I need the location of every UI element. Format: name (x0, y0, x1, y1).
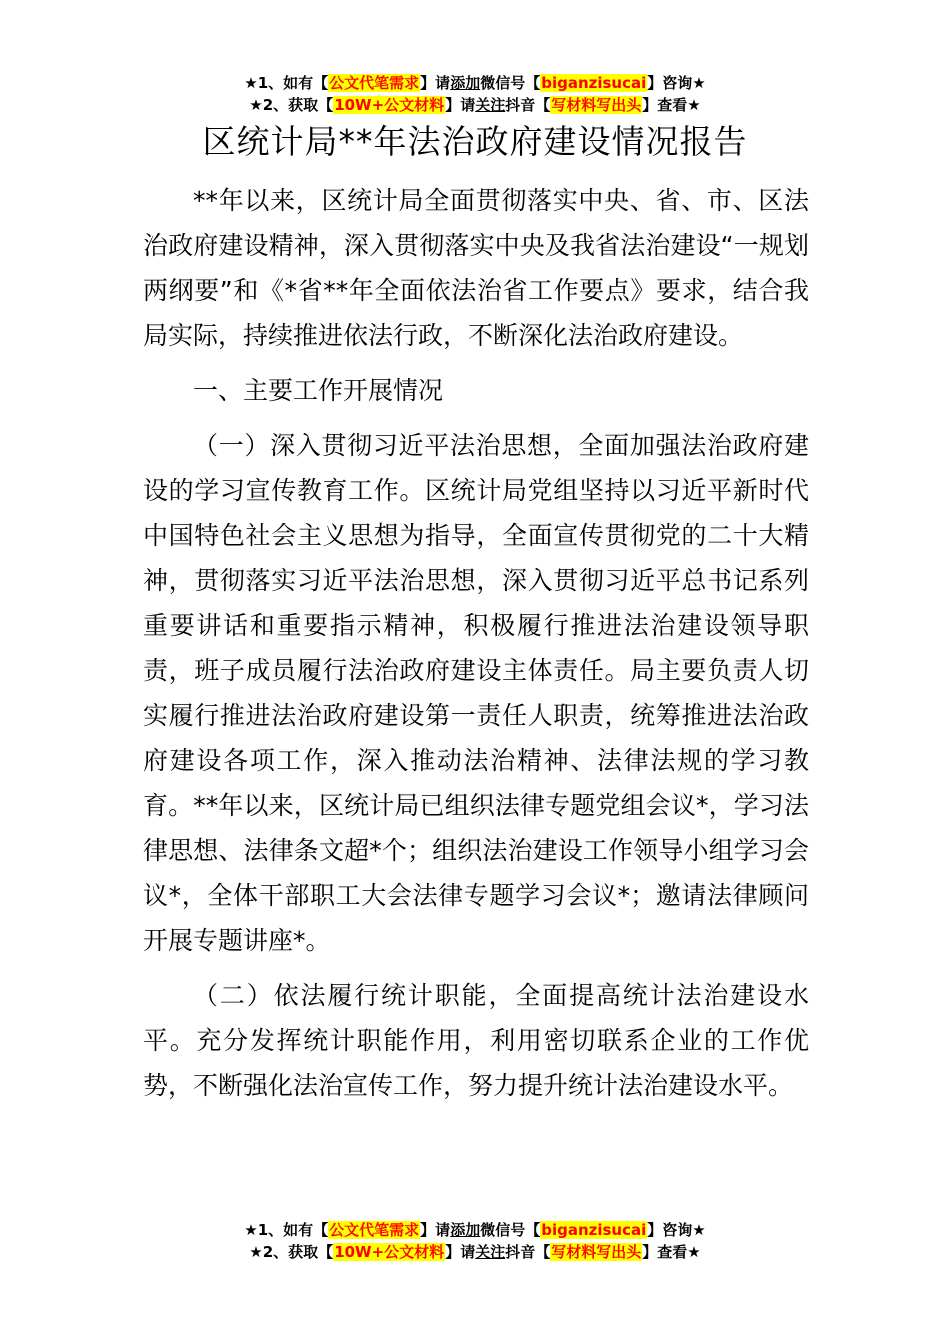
paragraph-2: （二）依法履行统计职能，全面提高统计法治建设水平。充分发挥统计职能作用，利用密切联系企业的工作优势，不断强化法治宣传工作，努力提升统计法治建设水平。 (143, 981, 809, 1100)
highlight-materials: 10W+公文材料 (334, 1243, 445, 1261)
highlight-service: 公文代笔需求 (329, 74, 420, 92)
banner-text: 】查看★ (642, 1243, 701, 1261)
underlined-text: 关注 (475, 1243, 506, 1261)
banner-text: ★1、如有【 (244, 74, 329, 92)
section-heading: 一、主要工作开展情况 (193, 376, 444, 405)
underlined-text: 添加 (450, 1221, 481, 1239)
underlined-text: 添加 (450, 74, 481, 92)
banner-text: 】咨询★ (647, 74, 706, 92)
banner-text: 抖音【 (505, 96, 551, 114)
banner-text: 】请 (445, 96, 476, 114)
banner-text: 】请 (420, 1221, 451, 1239)
banner-text: 】请 (420, 74, 451, 92)
banner-text: ★2、获取【 (249, 96, 334, 114)
banner-text: 】咨询★ (647, 1221, 706, 1239)
banner-text: 微信号【 (480, 74, 541, 92)
footer-banner (0, 1219, 950, 1263)
banner-line-1 (0, 72, 950, 94)
banner-text: 】查看★ (642, 96, 701, 114)
banner-text: 微信号【 (480, 1221, 541, 1239)
highlight-douyin-id: 写材料写出头 (551, 1243, 642, 1261)
banner-text: 抖音【 (505, 1243, 551, 1261)
banner-text: ★1、如有【 (244, 1221, 329, 1239)
banner-line-2 (0, 94, 950, 116)
document-body (143, 178, 809, 1108)
banner-line-2 (0, 1241, 950, 1263)
underlined-text: 关注 (475, 96, 506, 114)
highlight-douyin-id: 写材料写出头 (551, 96, 642, 114)
highlight-wechat-id: biganzisucai (541, 74, 647, 92)
header-banner (0, 72, 950, 116)
banner-text: 】请 (445, 1243, 476, 1261)
paragraph-1: （一）深入贯彻习近平法治思想，全面加强法治政府建设的学习宣传教育工作。区统计局党组坚持以习近平新时代中国特色社会主义思想为指导，全面宣传贯彻党的二十大精神，贯彻落实习近平法治思想，深入贯彻习近平总书记系列重要讲话和重要指示精神，积极履行推进法治建设领导职责，班子成员履行法治政府建设主体责任。局主要负责人切实履行推进法治政府建设第一责任人职责，统筹推进法治政府建设各项工作，深入推动法治精神、法律法规的学习教育。**年以来，区统计局已组织法律专题党组会议*，学习法律思想、法律条文超*个；组织法治建设工作领导小组学习会议*，全体干部职工大会法律专题学习会议*；邀请法律顾问开展专题讲座*。 (143, 431, 809, 955)
highlight-wechat-id: biganzisucai (541, 1221, 647, 1239)
document-title: 区统计局**年法治政府建设情况报告 (202, 122, 748, 161)
banner-line-1 (0, 1219, 950, 1241)
intro-paragraph: **年以来，区统计局全面贯彻落实中央、省、市、区法治政府建设精神，深入贯彻落实中央及我省法治建设“一规划两纲要”和《*省**年全面依法治省工作要点》要求，结合我局实际，持续推进依法行政，不断深化法治政府建设。 (143, 186, 809, 350)
highlight-service: 公文代笔需求 (329, 1221, 420, 1239)
banner-text: ★2、获取【 (249, 1243, 334, 1261)
highlight-materials: 10W+公文材料 (334, 96, 445, 114)
